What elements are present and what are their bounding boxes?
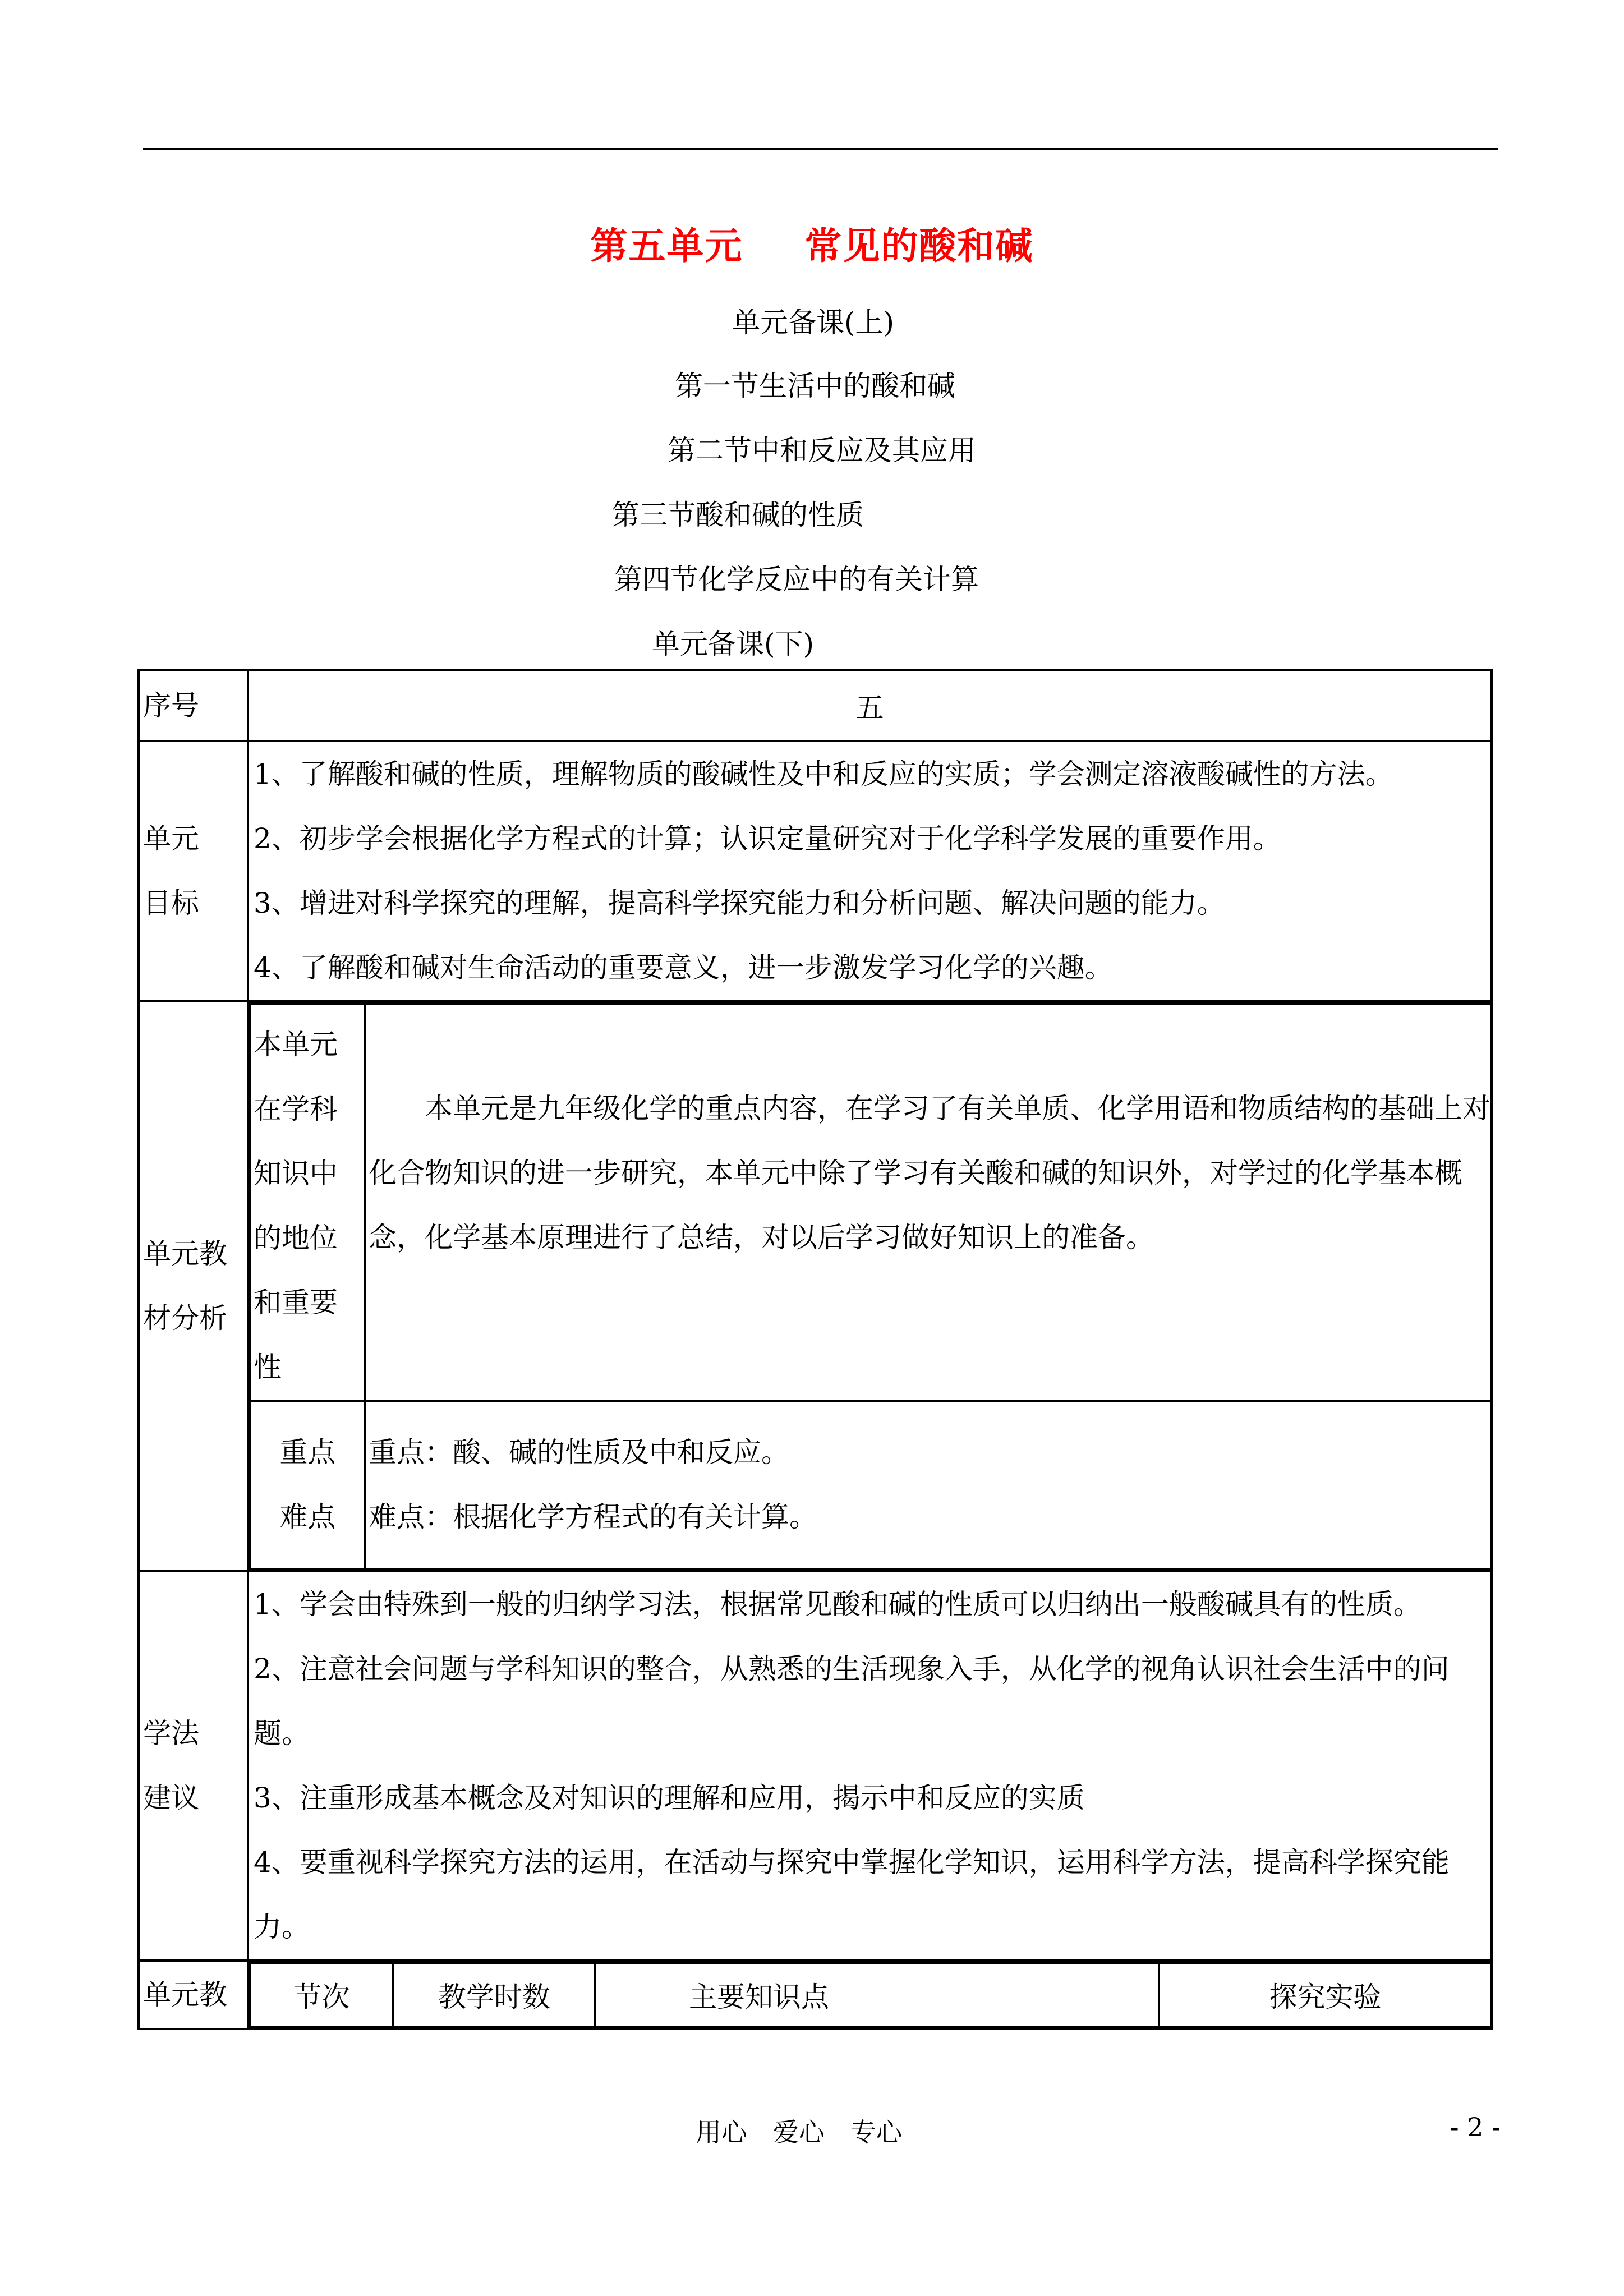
heading-unit-prep-upper: 单元备课(上)	[732, 306, 895, 339]
header-rule	[143, 148, 1498, 150]
heading-section-3: 第三节酸和碱的性质	[611, 499, 864, 531]
row-unit-schedule-header	[139, 1961, 1492, 2029]
heading-unit-prep-lower: 单元备课(下)	[652, 628, 815, 660]
goal-item: 1、了解酸和碱的性质，理解物质的酸碱性及中和反应的实质；学会测定溶液酸碱性的方法。	[254, 758, 1393, 790]
position-label-line: 本单元	[254, 1028, 338, 1061]
title-unit: 第五单元	[590, 224, 743, 268]
study-suggestions-content	[248, 1571, 1492, 1961]
key-difficult-label	[250, 1401, 365, 1569]
page-title	[0, 216, 1624, 269]
difficult-label: 难点	[279, 1501, 336, 1533]
unit-schedule-columns	[248, 1961, 1492, 2029]
row-unit-goals	[139, 741, 1492, 1001]
position-label-line: 在学科	[254, 1093, 338, 1125]
key-label: 重点	[279, 1436, 336, 1469]
suggestion-item: 3、注重形成基本概念及对知识的理解和应用，揭示中和反应的实质	[254, 1782, 1085, 1814]
page-number: - 2 -	[1450, 2112, 1501, 2142]
difficult-text: 难点：根据化学方程式的有关计算。	[369, 1501, 817, 1533]
schedule-header-subtable	[249, 1962, 1493, 2028]
study-suggestions-label-line2: 建议	[143, 1782, 199, 1814]
key-text: 重点：酸、碱的性质及中和反应。	[369, 1436, 789, 1469]
col-section: 节次	[250, 1963, 393, 2027]
col-points: 主要知识点	[595, 1963, 1159, 2027]
position-label-line: 知识中	[254, 1157, 338, 1190]
suggestion-item: 4、要重视科学探究方法的运用，在活动与探究中掌握化学知识，运用科学方法，提高科学探究能力。	[254, 1846, 1450, 1943]
sequence-label: 序号	[139, 670, 248, 741]
sequence-value: 五	[248, 670, 1492, 741]
material-analysis-label	[139, 1001, 248, 1571]
title-topic: 常见的酸和碱	[804, 224, 1034, 268]
goal-item: 4、了解酸和碱对生命活动的重要意义，进一步激发学习化学的兴趣。	[254, 951, 1113, 984]
goal-item: 2、初步学会根据化学方程式的计算；认识定量研究对于化学科学发展的重要作用。	[254, 822, 1281, 855]
unit-schedule-label: 单元教	[139, 1961, 248, 2029]
goal-item: 3、增进对科学探究的理解，提高科学探究能力和分析问题、解决问题的能力。	[254, 887, 1225, 919]
material-analysis-label-line2: 材分析	[143, 1302, 227, 1335]
suggestion-item: 2、注意社会问题与学科知识的整合，从熟悉的生活现象入手，从化学的视角认识社会生活中的问题。	[254, 1653, 1450, 1750]
material-analysis-content	[248, 1001, 1492, 1571]
row-sequence	[139, 670, 1492, 741]
position-label-line: 性	[254, 1351, 282, 1383]
unit-goals-label-line1: 单元	[143, 822, 199, 855]
row-material-analysis	[139, 1001, 1492, 1571]
row-study-suggestions	[139, 1571, 1492, 1961]
position-label	[250, 1004, 365, 1401]
study-suggestions-label	[139, 1571, 248, 1961]
col-hours: 教学时数	[393, 1963, 595, 2027]
position-text: 本单元是九年级化学的重点内容，在学习了有关单质、化学用语和物质结构的基础上对化合物知识的进一步研究，本单元中除了学习有关酸和碱的知识外，对学过的化学基本概念，化学基本原理进行了总结，对以后学习做好知识上的准备。	[365, 1004, 1492, 1401]
unit-goals-label-line2: 目标	[143, 887, 199, 919]
heading-section-1: 第一节生活中的酸和碱	[675, 370, 955, 402]
heading-section-2: 第二节中和反应及其应用	[668, 434, 976, 467]
key-difficult-content	[365, 1401, 1492, 1569]
unit-goals-content	[248, 741, 1492, 1001]
lesson-plan-table	[137, 669, 1493, 2030]
study-suggestions-label-line1: 学法	[143, 1717, 199, 1750]
col-experiment: 探究实验	[1159, 1963, 1492, 2027]
heading-section-4: 第四节化学反应中的有关计算	[614, 563, 979, 596]
position-label-line: 的地位	[254, 1222, 338, 1254]
footer-motto: 用心 爱心 专心	[696, 2117, 902, 2147]
suggestion-item: 1、学会由特殊到一般的归纳学习法，根据常见酸和碱的性质可以归纳出一般酸碱具有的性质。	[254, 1588, 1421, 1621]
unit-goals-label	[139, 741, 248, 1001]
material-analysis-subtable	[249, 1002, 1493, 1570]
material-analysis-label-line1: 单元教	[143, 1237, 227, 1270]
position-label-line: 和重要	[254, 1286, 338, 1319]
